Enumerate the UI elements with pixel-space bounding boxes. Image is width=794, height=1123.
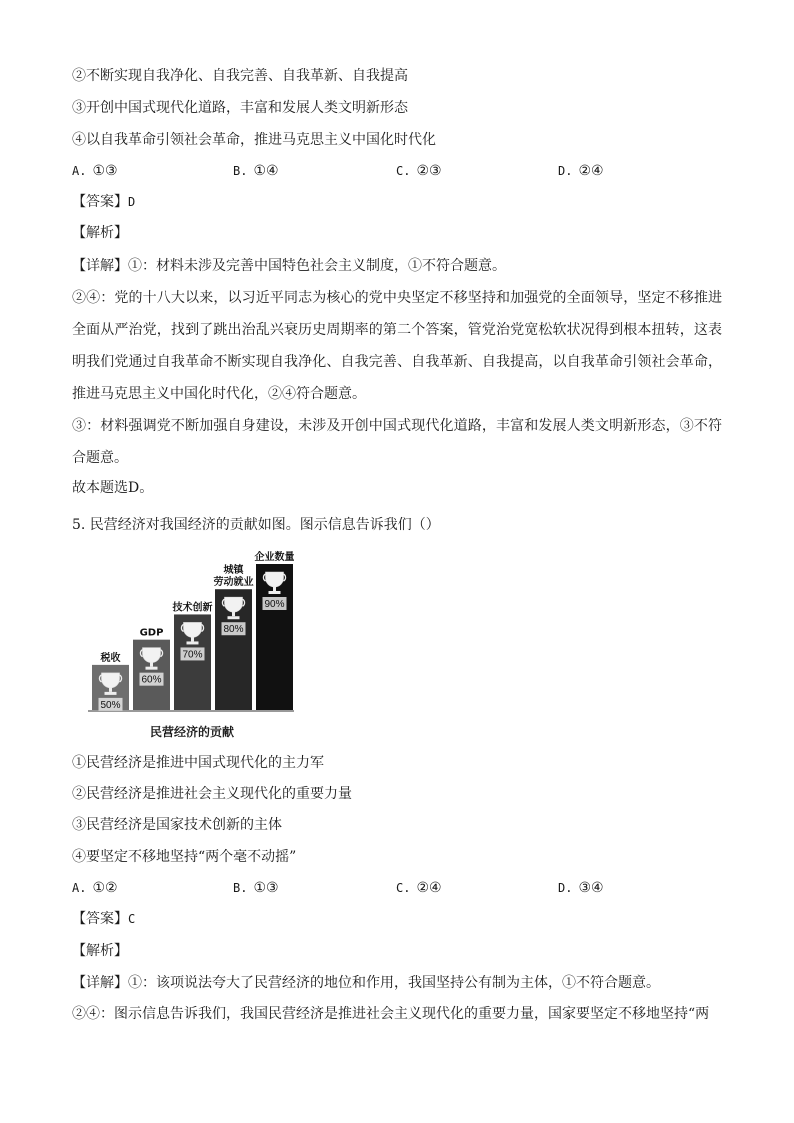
category-label-4: 企业数量 [254,552,294,563]
q4-item-4: ④以自我革命引领社会革命，推进马克思主义中国化时代化 [72,132,436,148]
value-label-1: 60% [141,674,162,686]
chart-caption: 民营经济的贡献 [150,725,235,739]
q4-option-b[interactable]: B. ①④ [233,163,279,179]
answer-tag: 【答案】 [72,194,128,210]
category-label-0: 税收 [100,652,121,664]
category-label-3: 劳动就业 [213,577,254,589]
q4-option-a[interactable]: A. ①③ [72,163,118,179]
q5-detail-2: ②④：图示信息告诉我们，我国民营经济是推进社会主义现代化的重要力量，国家要坚定不移地坚持“两 [72,1006,710,1022]
q5-options [72,878,722,898]
value-label-2: 70% [182,649,203,661]
contribution-chart [88,547,294,717]
category-label-2: 技术创新 [172,602,213,614]
q5-answer-line [72,909,135,929]
answer-value: C [128,912,136,926]
q4-option-d[interactable]: D. ②④ [558,163,604,179]
q5-item-1: ①民营经济是推进中国式现代化的主力军 [72,755,324,771]
q5-item-2: ②民营经济是推进社会主义现代化的重要力量 [72,786,352,802]
value-label-4: 90% [264,599,285,610]
q4-detail-3: ③：材料强调党不断加强自身建设，未涉及开创中国式现代化道路，丰富和发展人类文明新形态，③不符合题意。 [72,418,722,466]
q4-item-2: ②不断实现自我净化、自我完善、自我革新、自我提高 [72,68,408,84]
q4-answer-line [72,192,135,212]
q4-conclusion: 故本题选D。 [72,480,154,496]
value-label-3: 80% [223,624,244,636]
q4-item-3: ③开创中国式现代化道路，丰富和发展人类文明新形态 [72,100,408,116]
q4-options [72,161,722,181]
q4-detail-2: ②④：党的十八大以来，以习近平同志为核心的党中央坚定不移坚持和加强党的全面领导，坚定不移推进全面从严治党，找到了跳出治乱兴衰历史周期率的第二个答案，管党治党宽松软状况得到根本扭转，这表明我们党通过自我革命不断实现自我净化、自我完善、自我革新、自我提高，以自我革命引领社会革命，推进马克思主义中国化时代化，②④符合题意。 [72,290,722,402]
value-label-0: 50% [100,699,121,711]
q4-detail-1: 【详解】①：材料未涉及完善中国特色社会主义制度，①不符合题意。 [72,258,506,274]
q5-option-a[interactable]: A. ①② [72,880,118,896]
category-label-1: GDP [139,627,164,639]
q5-item-3: ③民营经济是国家技术创新的主体 [72,817,282,833]
q5-option-c[interactable]: C. ②④ [396,880,442,896]
category-label-3: 城镇 [223,565,244,577]
q5-item-4: ④要坚定不移地坚持“两个毫不动摇” [72,849,297,865]
q5-option-b[interactable]: B. ①③ [233,880,279,896]
q5-stem: 5. 民营经济对我国经济的贡献如图。图示信息告诉我们（） [72,517,440,533]
chart-svg [88,547,294,717]
q5-analysis-tag: 【解析】 [72,943,128,959]
q5-detail-1: 【详解】①：该项说法夸大了民营经济的地位和作用，我国坚持公有制为主体，①不符合题意。 [72,975,660,991]
q4-analysis-tag: 【解析】 [72,225,128,241]
answer-tag: 【答案】 [72,911,128,927]
q4-option-c[interactable]: C. ②③ [396,163,442,179]
detail-tag: 【详解】 [72,975,128,991]
answer-value: D [128,195,136,209]
detail-tag: 【详解】 [72,258,128,274]
q5-option-d[interactable]: D. ③④ [558,880,604,896]
